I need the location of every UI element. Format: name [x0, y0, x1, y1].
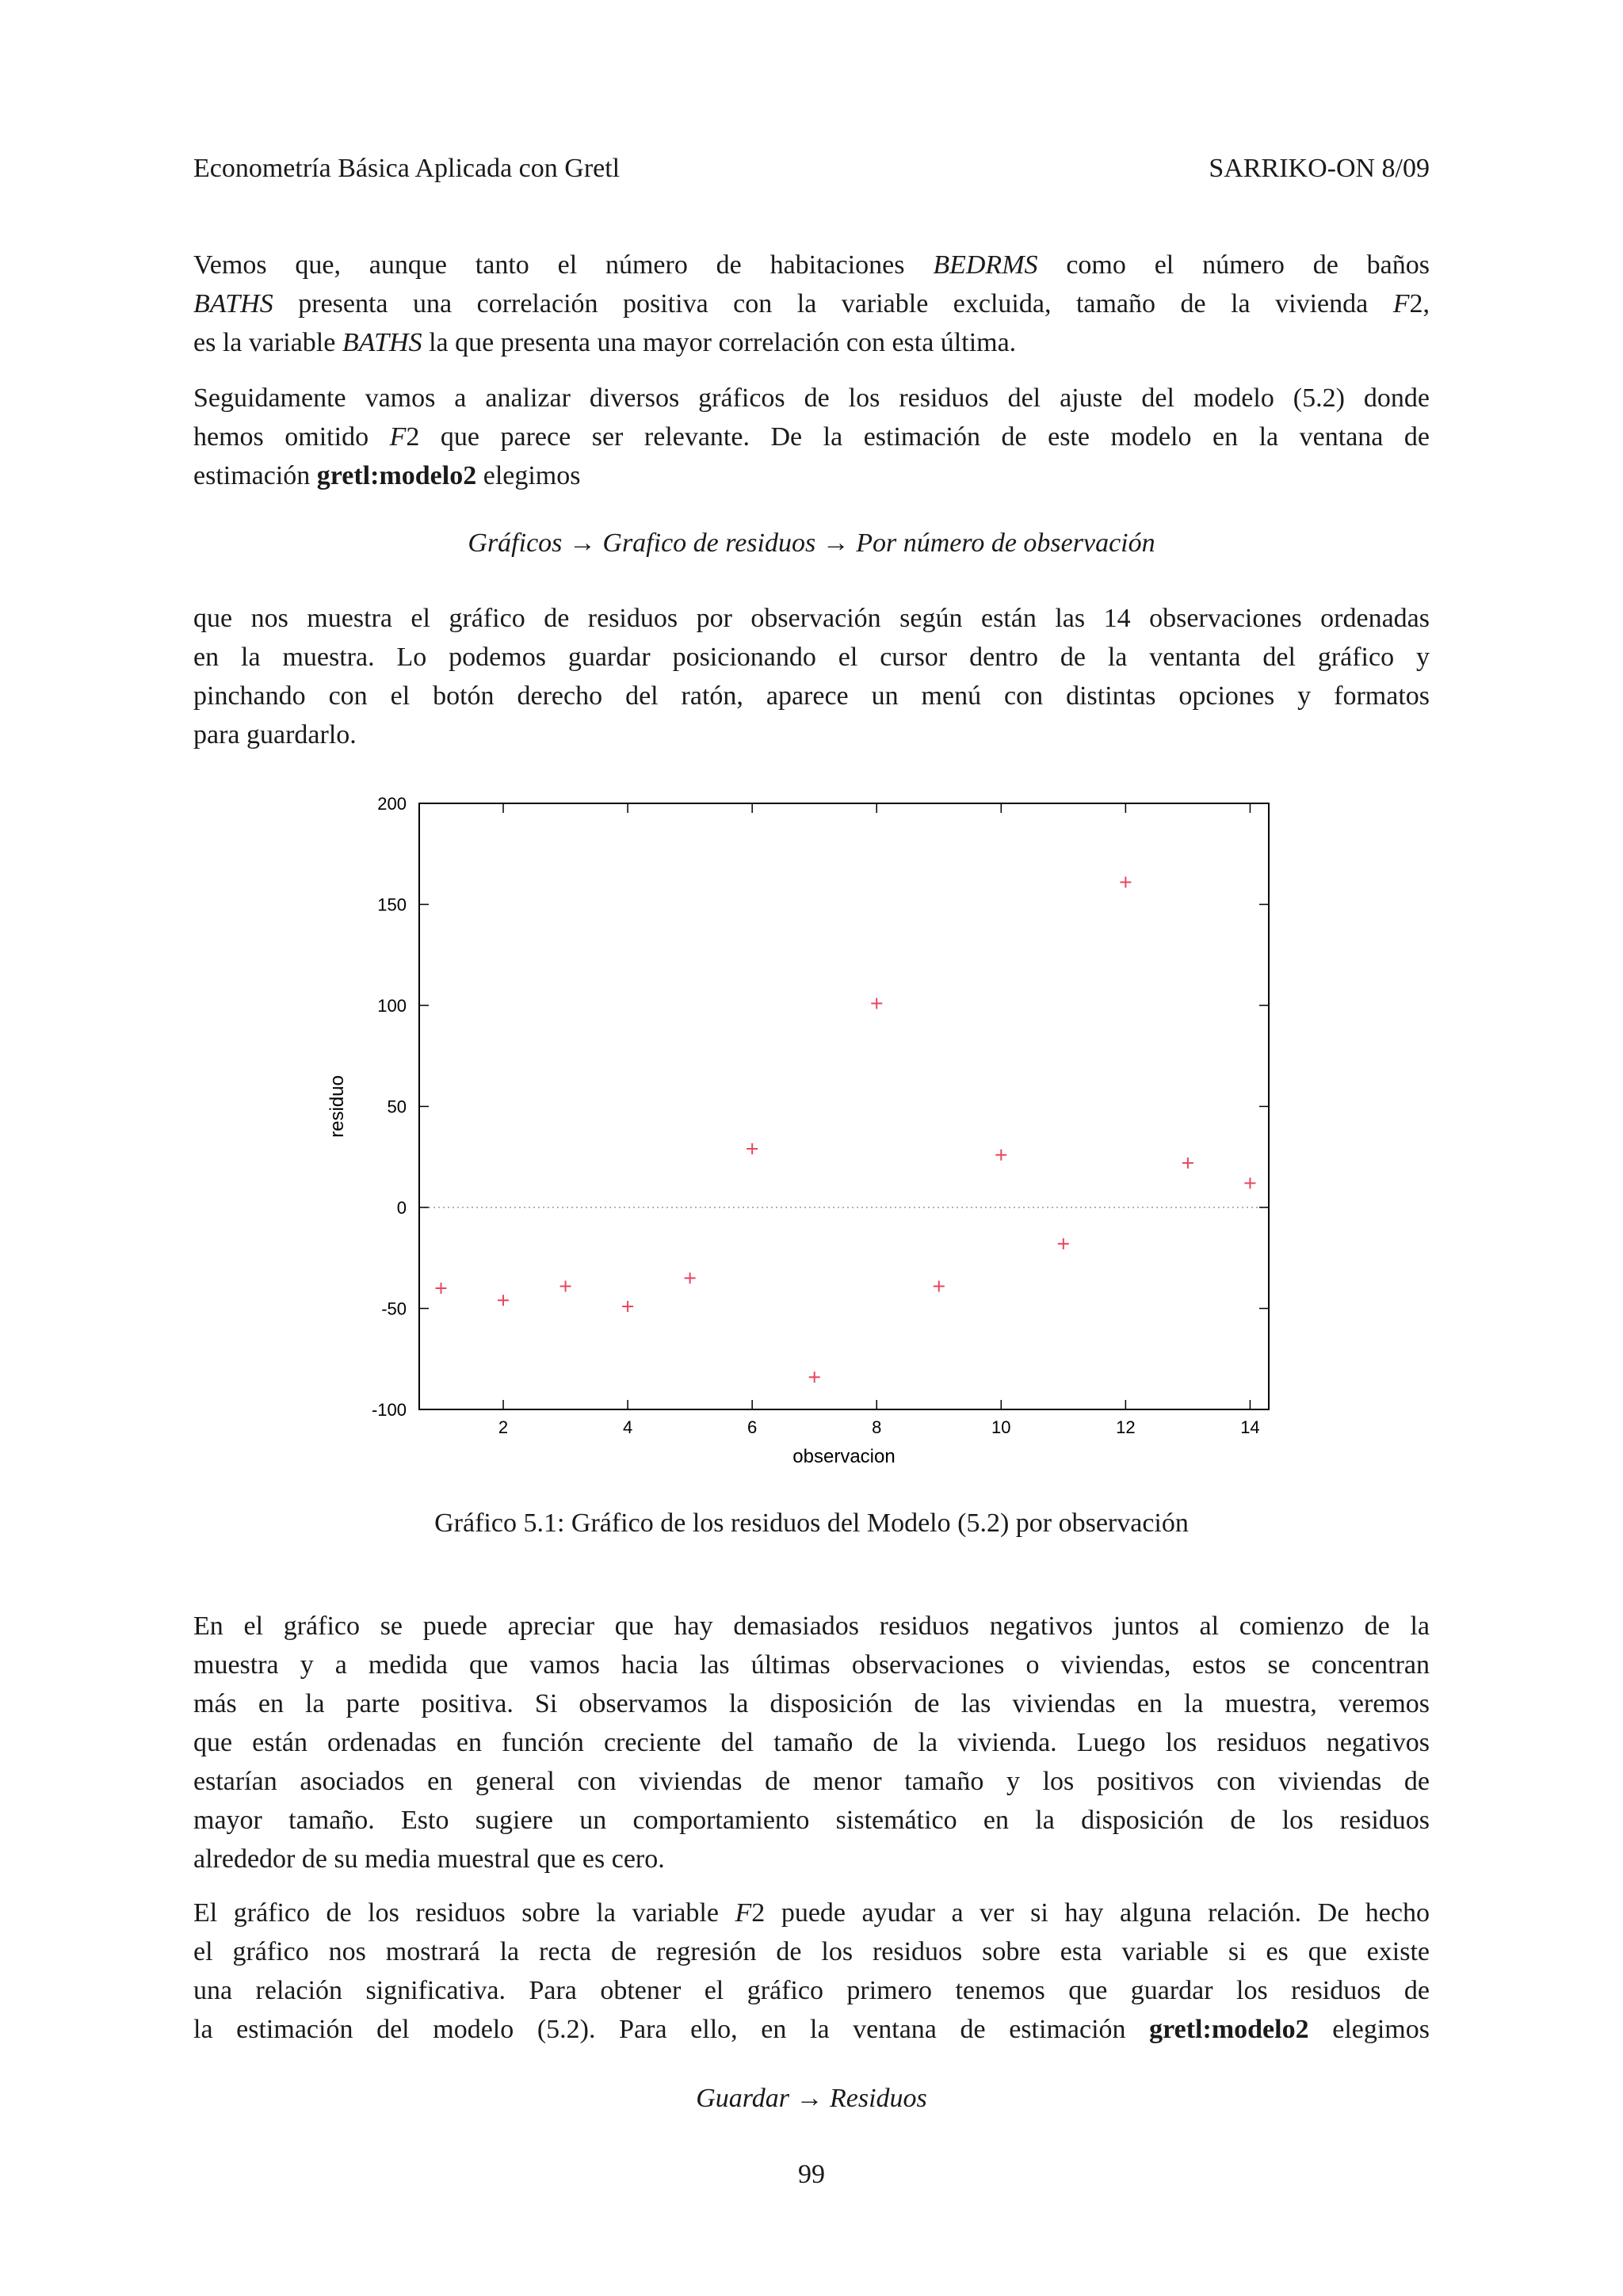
text-line: mayor tamaño. Esto sugiere un comportamiento sistemático en la disposición de los residuos: [193, 1806, 1430, 1835]
paragraph-residual-graphs: [193, 379, 1430, 495]
text-line: una relación significativa. Para obtener el gráfico primero tenemos que guardar los residuos de: [193, 1976, 1430, 2005]
plot-frame: [419, 803, 1269, 1409]
text-line: para guardarlo.: [193, 720, 357, 749]
data-point: [498, 1295, 509, 1306]
header-series: SARRIKO-ON 8/09: [1209, 154, 1430, 183]
data-point: [560, 1280, 571, 1291]
data-point: [1058, 1238, 1069, 1249]
text-line: estarían asociados en general con viviendas de menor tamaño y los positivos con viviendas de: [193, 1767, 1430, 1796]
text-line: alrededor de su media muestral que es cero.: [193, 1844, 665, 1874]
x-tick-label: 4: [622, 1417, 633, 1437]
y-tick-label: 50: [387, 1097, 407, 1117]
header-title: Econometría Básica Aplicada con Gretl: [193, 154, 621, 183]
text-line: muestra y a medida que vamos hacia las últimas observaciones o viviendas, estos se concentran: [193, 1650, 1430, 1680]
x-tick-label: 8: [872, 1417, 882, 1437]
figure-caption: Gráfico 5.1: Gráfico de los residuos del Modelo (5.2) por observación: [434, 1508, 1189, 1538]
data-point: [809, 1371, 820, 1383]
data-point: [934, 1280, 945, 1291]
text-line: Seguidamente vamos a analizar diversos gráficos de los residuos del ajuste del modelo (5.2) donde: [193, 383, 1430, 413]
y-tick-label: -50: [381, 1299, 407, 1319]
paragraph-interpretation: [193, 1607, 1430, 1878]
x-tick-label: 6: [747, 1417, 758, 1437]
text-line: en la muestra. Lo podemos guardar posicionando el cursor dentro de la ventanta del gráfico y: [193, 643, 1430, 672]
x-tick-label: 10: [991, 1417, 1011, 1437]
data-point: [1244, 1177, 1255, 1188]
menu-path-residual-plot: Gráficos → Grafico de residuos → Por número de observación: [468, 528, 1155, 558]
data-point: [1182, 1158, 1193, 1169]
data-point: [622, 1301, 633, 1312]
y-tick-label: 100: [377, 996, 407, 1016]
text-line: En el gráfico se puede apreciar que hay demasiados residuos negativos juntos al comienzo de la: [193, 1611, 1430, 1641]
text-line: Vemos que, aunque tanto el número de habitaciones BEDRMS como el número de baños: [193, 250, 1430, 280]
x-tick-label: 14: [1240, 1417, 1260, 1437]
text-line: hemos omitido F2 que parece ser relevante. De la estimación de este modelo en la ventana de: [193, 422, 1430, 452]
paragraph-correlation: [193, 246, 1430, 362]
data-point: [995, 1150, 1006, 1161]
data-point: [685, 1272, 696, 1283]
data-point: [1120, 876, 1131, 887]
x-tick-label: 2: [498, 1417, 509, 1437]
y-tick-label: 150: [377, 894, 407, 915]
x-tick-label: 12: [1116, 1417, 1136, 1437]
text-line: que nos muestra el gráfico de residuos por observación según están las 14 observaciones ordenadas: [193, 604, 1430, 633]
x-axis-label: observacion: [792, 1446, 896, 1467]
menu-path-save-residuals: Guardar → Residuos: [696, 2084, 927, 2113]
y-tick-label: -100: [371, 1400, 407, 1420]
text-line: es la variable BATHS la que presenta una mayor correlación con esta última.: [193, 328, 1017, 357]
data-point: [435, 1283, 446, 1294]
y-tick-label: 0: [396, 1198, 407, 1218]
paragraph-residuals-vs-f2: [193, 1894, 1430, 2049]
paragraph-saving-plot: [193, 599, 1430, 754]
running-header: [193, 154, 1430, 184]
text-line: que están ordenadas en función creciente del tamaño de la vivienda. Luego los residuos negativos: [193, 1728, 1430, 1757]
residual-scatter-chart: [317, 784, 1300, 1482]
chart-svg: [317, 784, 1300, 1482]
text-line: El gráfico de los residuos sobre la variable F2 puede ayudar a ver si hay alguna relación. De hecho: [193, 1898, 1430, 1928]
y-axis-label: residuo: [327, 1075, 348, 1138]
page-number: 99: [798, 2160, 825, 2189]
text-line: estimación gretl:modelo2 elegimos: [193, 461, 581, 490]
text-line: el gráfico nos mostrará la recta de regresión de los residuos sobre esta variable si es que existe: [193, 1937, 1430, 1966]
data-point: [871, 997, 882, 1009]
text-line: la estimación del modelo (5.2). Para ello, en la ventana de estimación gretl:modelo2 elegimos: [193, 2015, 1430, 2044]
data-point: [747, 1143, 758, 1154]
text-line: BATHS presenta una correlación positiva con la variable excluida, tamaño de la vivienda F2,: [193, 289, 1430, 318]
text-line: pinchando con el botón derecho del ratón, aparece un menú con distintas opciones y formatos: [193, 681, 1430, 711]
y-tick-label: 200: [377, 794, 407, 814]
text-line: más en la parte positiva. Si observamos la disposición de las viviendas en la muestra, veremos: [193, 1689, 1430, 1718]
